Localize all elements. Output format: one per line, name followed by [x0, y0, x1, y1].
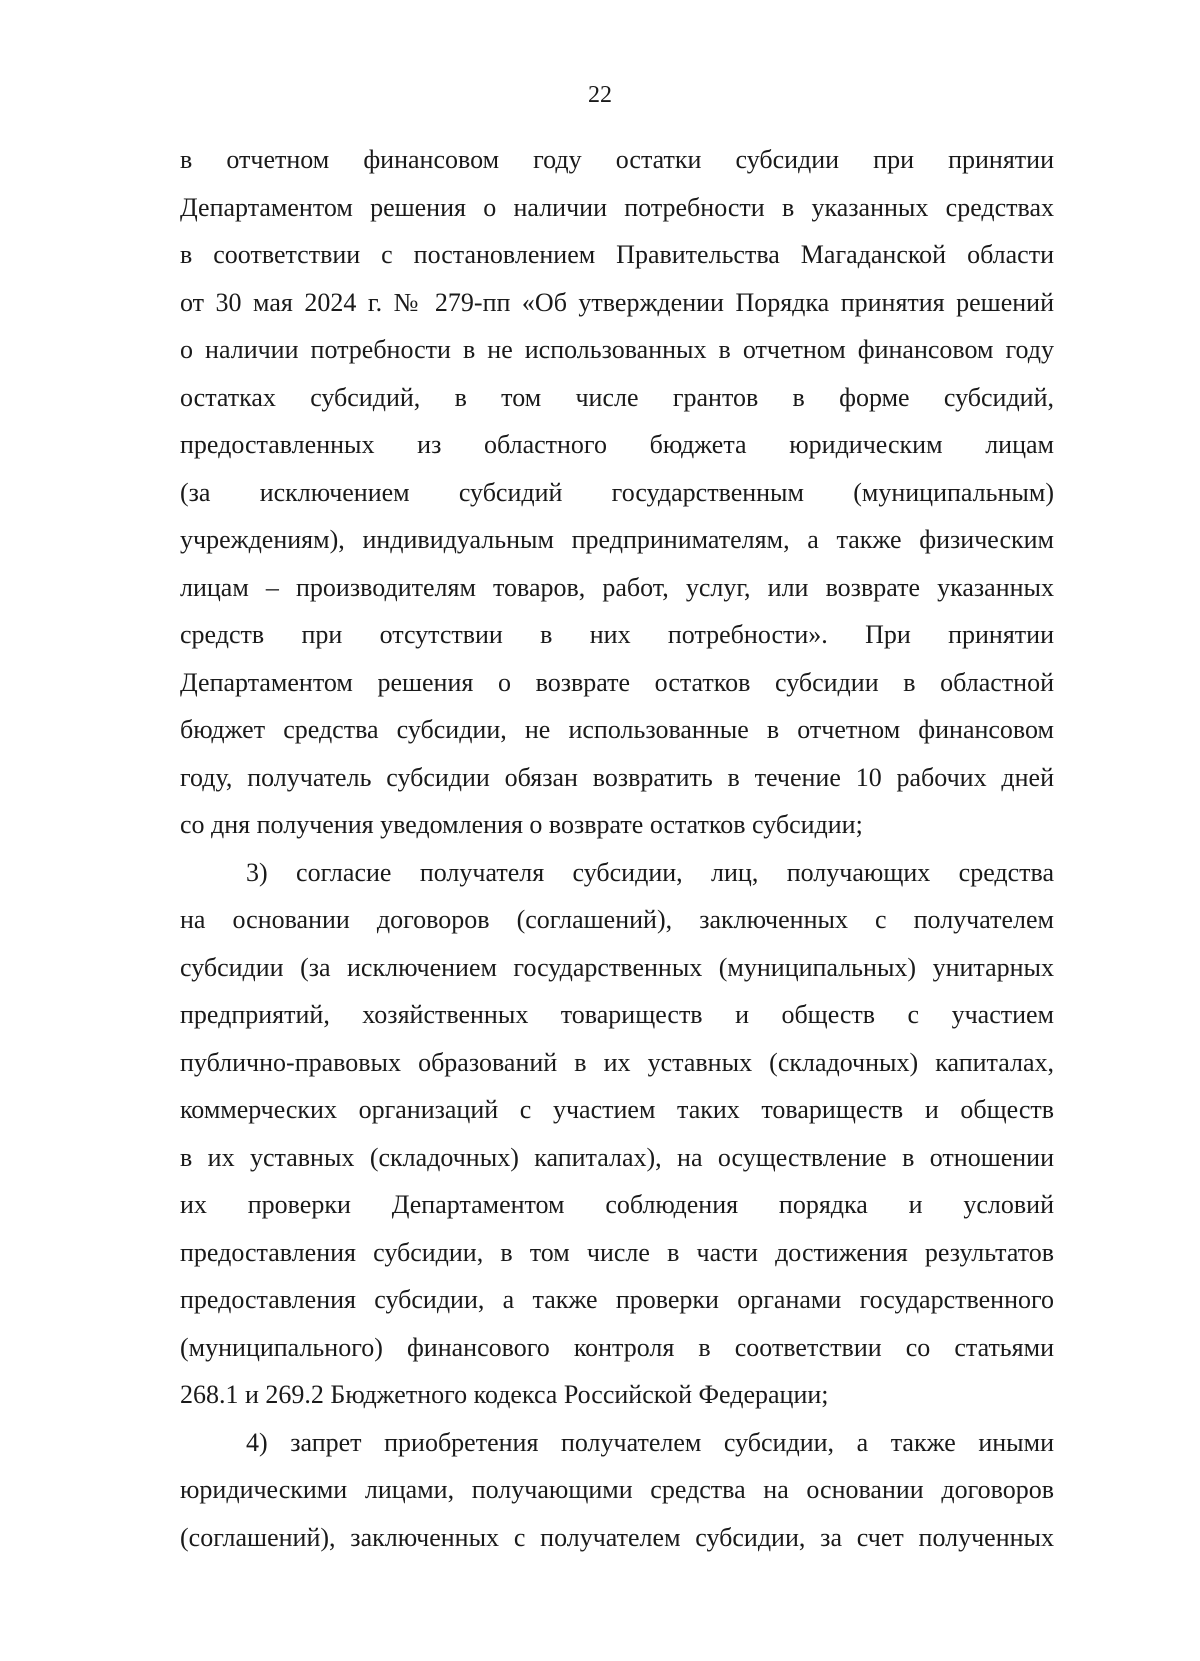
- text-line: 3) согласие получателя субсидии, лиц, получающих средства: [246, 857, 1054, 887]
- text-line: субсидии (за исключением государственных (муниципальных) унитарных: [180, 952, 1054, 982]
- paragraph: [180, 136, 1054, 849]
- text-line: остатках субсидий, в том числе грантов в форме субсидий,: [180, 382, 1054, 412]
- text-line: о наличии потребности в не использованных в отчетном финансовом году: [180, 335, 1054, 364]
- text-line: предоставленных из областного бюджета юридическим лицам: [180, 430, 1054, 459]
- text-line: (соглашений), заключенных с получателем субсидии, за счет полученных: [180, 1522, 1054, 1552]
- text-line: (муниципального) финансового контроля в соответствии со статьями: [180, 1332, 1054, 1362]
- text-line: 4) запрет приобретения получателем субсидии, а также иными: [246, 1427, 1054, 1457]
- text-line: на основании договоров (соглашений), заключенных с получателем: [180, 905, 1054, 934]
- paragraph: [180, 849, 1054, 1419]
- text-line: в отчетном финансовом году остатки субсидии при принятии: [180, 145, 1054, 174]
- text-line: предоставления субсидии, а также проверки органами государственного: [180, 1285, 1054, 1314]
- text-line: юридическими лицами, получающими средства на основании договоров: [180, 1475, 1054, 1504]
- text-line: 268.1 и 269.2 Бюджетного кодекса Российской Федерации;: [180, 1380, 829, 1409]
- text-line: Департаментом решения о возврате остатков субсидии в областной: [180, 667, 1054, 697]
- text-line: бюджет средства субсидии, не использованные в отчетном финансовом: [180, 715, 1054, 744]
- text-line: со дня получения уведомления о возврате остатков субсидии;: [180, 810, 863, 839]
- text-line: их проверки Департаментом соблюдения порядка и условий: [180, 1190, 1054, 1219]
- text-line: средств при отсутствии в них потребности». При принятии: [180, 620, 1054, 649]
- text-line: году, получатель субсидии обязан возвратить в течение 10 рабочих дней: [180, 762, 1054, 792]
- text-line: от 30 мая 2024 г. № 279-пп «Об утверждении Порядка принятия решений: [180, 287, 1054, 317]
- text-line: лицам – производителям товаров, работ, услуг, или возврате указанных: [180, 572, 1054, 602]
- page-number: 22: [588, 82, 612, 108]
- text-line: учреждениям), индивидуальным предпринимателям, а также физическим: [180, 525, 1054, 554]
- paragraph: [180, 1419, 1054, 1562]
- text-line: коммерческих организаций с участием таких товариществ и обществ: [180, 1095, 1054, 1124]
- text-line: Департаментом решения о наличии потребности в указанных средствах: [180, 192, 1054, 222]
- text-line: в их уставных (складочных) капиталах), на осуществление в отношении: [180, 1142, 1054, 1172]
- document-body: [180, 136, 1054, 1561]
- text-line: публично-правовых образований в их уставных (складочных) капиталах,: [180, 1047, 1054, 1077]
- text-line: в соответствии с постановлением Правительства Магаданской области: [180, 240, 1054, 269]
- text-line: предоставления субсидии, в том числе в части достижения результатов: [180, 1237, 1054, 1267]
- text-line: предприятий, хозяйственных товариществ и обществ с участием: [180, 1000, 1054, 1029]
- text-line: (за исключением субсидий государственным (муниципальным): [180, 477, 1054, 507]
